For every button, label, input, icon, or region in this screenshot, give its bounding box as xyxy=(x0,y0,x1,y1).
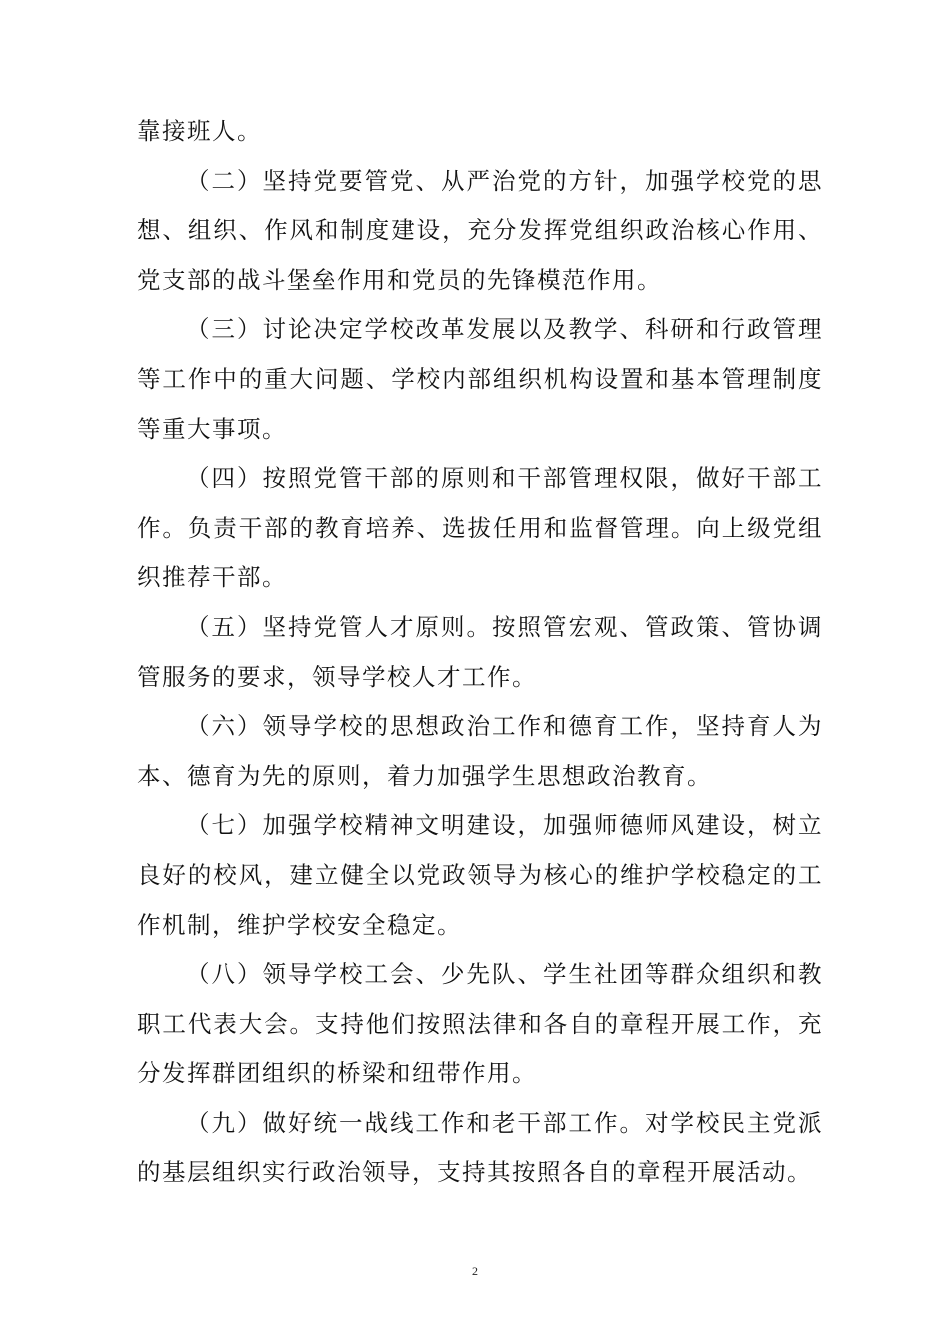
paragraph-item-5: （五）坚持党管人才原则。按照管宏观、管政策、管协调管服务的要求，领导学校人才工作。 xyxy=(137,612,823,691)
document-body xyxy=(137,107,823,1198)
paragraph-item-9: （九）做好统一战线工作和老干部工作。对学校民主党派的基层组织实行政治领导，支持其按照各自的章程开展活动。 xyxy=(137,1108,823,1187)
paragraph-continuation: 靠接班人。 xyxy=(137,117,262,145)
paragraph-item-7: （七）加强学校精神文明建设，加强师德师风建设，树立良好的校风，建立健全以党政领导为核心的维护学校稳定的工作机制，维护学校安全稳定。 xyxy=(137,811,823,939)
page-number: 2 xyxy=(472,1264,478,1278)
paragraph-item-4: （四）按照党管干部的原则和干部管理权限，做好干部工作。负责干部的教育培养、选拔任用和监督管理。向上级党组织推荐干部。 xyxy=(137,464,823,592)
paragraph-item-3: （三）讨论决定学校改革发展以及教学、科研和行政管理等工作中的重大问题、学校内部组织机构设置和基本管理制度等重大事项。 xyxy=(137,315,823,443)
paragraph-item-8: （八）领导学校工会、少先队、学生社团等群众组织和教职工代表大会。支持他们按照法律和各自的章程开展工作，充分发挥群团组织的桥梁和纽带作用。 xyxy=(137,960,823,1088)
paragraph-item-2: （二）坚持党要管党、从严治党的方针，加强学校党的思想、组织、作风和制度建设，充分发挥党组织政治核心作用、党支部的战斗堡垒作用和党员的先锋模范作用。 xyxy=(137,166,823,294)
paragraph-item-6: （六）领导学校的思想政治工作和德育工作，坚持育人为本、德育为先的原则，着力加强学生思想政治教育。 xyxy=(137,712,823,790)
